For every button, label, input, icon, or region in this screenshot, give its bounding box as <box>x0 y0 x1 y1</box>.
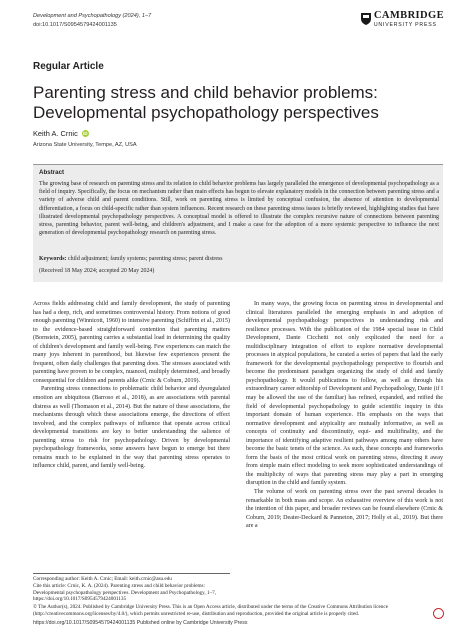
cite-this-article: Cite this article: Crnic, K. A. (2024). Parenting stress and child behavior problems: Developmental psychopathology perspectives. Development and Psychopathology, 1–7, https://doi.org/10.1017/S0954579424001135 <box>33 582 217 603</box>
footnote-divider <box>33 573 230 574</box>
article-title: Parenting stress and child behavior problems: Developmental psychopathology perspectives <box>33 83 379 122</box>
body-paragraph: In many ways, the growing focus on parenting stress in developmental and clinical literatures paralleled the emerging emphasis in and adoption of developmental psychopathology perspectives in understanding risk and resilience processes. With the publication of the 1984 special issue in Child Development, Dante Cicchetti not only explicated the need for a multidisciplinary integration of effort to explore normative developmental processes in atypical populations, he curated a series of papers that laid the early framework for the developmental psychopathology perspective to flourish and become the predominant paradigm organizing the study of child and family psychopathology. It would publications to follow, as well as through his extraordinary career editorship of Development and Psychopathology, Dante (if I may be allowed the use of the familiar) has refined, expanded, and reified the field of developmental psychopathology to guide scientific inquiry in this important domain of human experience. His emphasis on the ways that normative development and atypicality are mutually informative, as well as concepts of continuity and discontinuity, equi- and multifinality, and the importance of identifying adaptive resilient pathways among many others have become the basic tenets of the science. As such, these concepts and frameworks form the basis of the most critical work on parenting stress, directing it away from simple main effect modeling to seek more sophisticated understandings of the multiplicity of ways that parenting stress may play a part in emerging disruption in the child and family system. <box>246 301 443 487</box>
published-online-link[interactable]: https://doi.org/10.1017/S0954579424001135 Published online by Cambridge University Press <box>33 620 248 626</box>
body-paragraph: The volume of work on parenting stress over the past several decades is remarkable in both mass and scope. An exhaustive overview of this work is not the intention of this paper, and broader reviews can be found elsewhere (Crnic & Coburn, 2019; Deater-Deckard & Panneton, 2017; Holly et al., 2019). But there are a <box>246 489 443 530</box>
abstract-text: The growing base of research on parenting stress and its relation to child behavior problems has largely paralleled the emergence of developmental psychopathology as a field of inquiry. Specifically, the focus on mechanism rather than main effects has begun to elevate explanatory models in the connection between parenting stress and a variety of adverse child and parent conditions. Still, work on parenting stress is limited by conceptual confusion, the absence of attention to developmental differentiation, a focus on child-specific rather than system influences. Recent research on these parenting stress issues is briefly reviewed, highlighting studies that have illustrated developmental psychopathology perspectives. A conceptual model is offered to illustrate the complex recursive nature of connections between parenting stress, parenting behavior, parent well-being, and children's adjustment, and I make a case for the adoption of a more systemic perspective to influence the next generation of developmental psychopathology research on parenting stress. <box>39 181 439 237</box>
keywords <box>39 256 439 262</box>
section-label: Regular Article <box>33 61 104 72</box>
orcid-icon[interactable]: iD <box>83 131 88 136</box>
shield-icon <box>361 13 371 25</box>
body-paragraph: Parenting stress connections to problematic child behavior and dysregulated emotion are ubiquitous (Barroso et al., 2018), as are associations with parental distress as well (Thomason et al., 2014). But the nature of these associations, the mechanisms through which these associations emerge, the directions of effect involved, and the complex pathways of influence that operate across critical developmental transitions are key to better understanding the salience of parenting stress to risk for psychopathology. Driven by developmental psychopathology frameworks, some answers have begun to emerge but there remains much to be explained in the way that parenting stress operates to influence child, parent, and family well-being. <box>33 386 230 470</box>
publisher-name: CAMBRIDGE <box>373 10 444 21</box>
corresponding-author: Corresponding author: Keith A. Crnic; Email: keith.crnic@asu.edu <box>33 576 172 582</box>
crossmark-icon[interactable] <box>433 608 444 619</box>
body-column-left <box>33 300 230 471</box>
publisher-subtitle: UNIVERSITY PRESS <box>373 21 437 28</box>
body-paragraph: Across fields addressing child and family development, the study of parenting has had a deep, rich, and sometimes controversial history. From notions of good enough parenting (Winnicott, 1960) to intensive parenting (Schiffrin et al., 2015) to the evidence-based straightforward contention that parenting matters (Bornstein, 2005), parenting carries a substantial load in determining the quality of children's development and family well-being. Few experiences can match the many joys inherent in parenthood, but likewise few experiences present the frequent, often daily challenges that parenting does. The stresses associated with parenting have proven to be complex, nuanced, multiply determined, and broadly consequential for children and parents alike (Crnic & Coburn, 2019). <box>33 301 230 384</box>
keywords-list: child adjustment; family systems; parenting stress; parent distress <box>67 256 223 262</box>
correspondence-note <box>33 576 230 603</box>
keywords-label: Keywords: <box>39 256 67 262</box>
author-line <box>33 129 89 138</box>
received-dates: (Received 18 May 2024; accepted 20 May 2024) <box>39 268 155 274</box>
body-column-right <box>246 300 443 531</box>
abstract-heading: Abstract <box>39 169 65 176</box>
author-affiliation: Arizona State University, Tempe, AZ, USA <box>33 142 137 148</box>
article-doi[interactable]: doi:10.1017/S0954579424001135 <box>33 22 117 28</box>
cambridge-logo[interactable] <box>361 11 444 28</box>
journal-citation: Development and Psychopathology (2024), 1–7 <box>33 13 152 19</box>
author-name[interactable]: Keith A. Crnic <box>33 129 78 138</box>
copyright-notice: © The Author(s), 2024. Published by Cambridge University Press. This is an Open Access article, distributed under the terms of the Creative Commons Attribution licence (http://creativecommons.org/licenses/by/4.0/), which permits unrestricted re-use, distribution and reproduction, provided the original article is properly cited. <box>33 604 388 617</box>
